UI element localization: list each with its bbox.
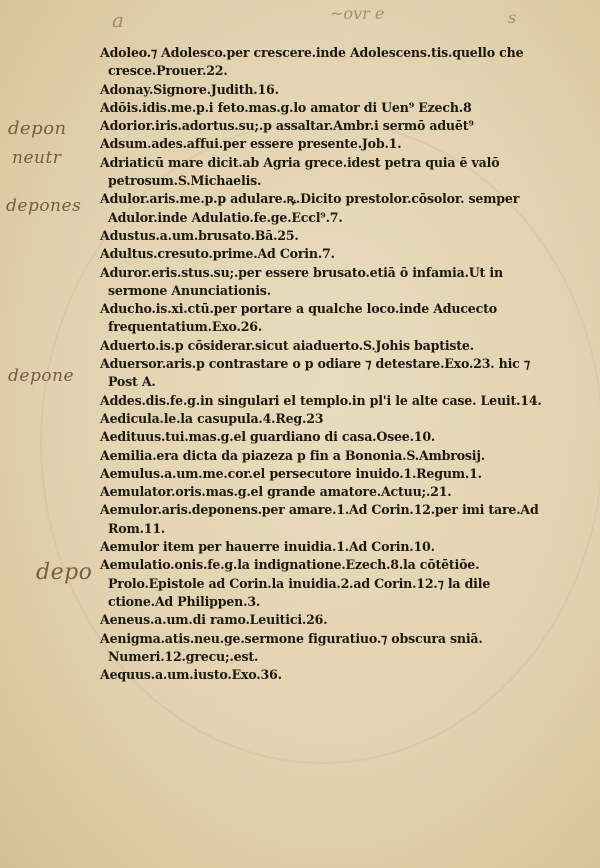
margin-note-3: depones [6,196,82,216]
entry-6: Adulor.aris.me.p.p adulare.ꝶ.Dicito prestolor.cōsolor. semper Adulor.inde Adulatio.fe.ge.Eccl⁹.7. [100,191,520,225]
entry-15: Aedituus.tui.mas.g.el guardiano di casa.Osee.10. [100,429,436,445]
entry-7: Adustus.a.um.brusato.Bā.25. [100,227,299,243]
entry-23: Aenigma.atis.neu.ge.sermone figuratiuo.⁊ obscura sniā. Numeri.12.grecu;.est. [100,630,483,664]
entry-4: Adsum.ades.affui.per essere presente.Job.1. [100,136,402,152]
entry-13: Addes.dis.fe.g.in singulari el templo.in pl'i le alte case. Leuit.14. [100,392,542,408]
entry-12: Aduersor.aris.p contrastare o p odiare ⁊ detestare.Exo.23. hic ⁊ Post A. [100,356,530,390]
dictionary-entries [100,44,550,684]
entry-8: Adultus.cresuto.prime.Ad Corin.7. [100,246,335,262]
entry-1: Adonay.Signore.Judith.16. [100,81,279,97]
entry-18: Aemulator.oris.mas.g.el grande amatore.Actuu;.21. [100,484,452,500]
entry-16: Aemilia.era dicta da piazeza p fin a Bononia.S.Ambrosij. [100,447,485,463]
entry-17: Aemulus.a.um.me.cor.el persecutore inuido.1.Regum.1. [100,465,482,481]
entry-21: Aemulatio.onis.fe.g.la indignatione.Ezech.8.la cōtētiōe. Prolo.Epistole ad Corin.la inuidia.2.ad Corin.12.⁊ la dile ctione.Ad Philippen.3. [100,557,491,609]
entry-11: Aduerto.is.p cōsiderar.sicut aiaduerto.S.Johis baptiste. [100,337,474,353]
entry-5: Adriaticū mare dicit.ab Agria grece.idest petra quia ē valō petrosum.S.Michaelis. [100,154,500,189]
entry-14: Aedicula.le.la casupula.4.Reg.23 [100,410,324,426]
top-right-mark: s [508,8,517,27]
entry-2: Adōis.idis.me.p.i feto.mas.g.lo amator di Uen⁹ Ezech.8 [100,99,472,115]
margin-note-5: depo [36,560,93,585]
entry-20: Aemulor item per hauerre inuidia.1.Ad Corin.10. [100,539,435,555]
top-left-mark: a [112,8,124,32]
entry-0: Adoleo.⁊ Adolesco.per crescere.inde Adolescens.tis.quello che cresce.Prouer.22. [100,45,524,79]
entry-24: Aequus.a.um.iusto.Exo.36. [100,667,282,683]
entry-10: Aducho.is.xi.ctū.per portare a qualche loco.inde Aducecto frequentatium.Exo.26. [100,301,497,335]
entry-19: Aemulor.aris.deponens.per amare.1.Ad Corin.12.per imi tare.Ad Rom.11. [100,502,539,536]
top-center-mark: ~ovr e [330,4,385,23]
margin-note-4: depone [8,366,75,386]
entry-22: Aeneus.a.um.di ramo.Leuitici.26. [100,612,328,628]
margin-note-2: neutr [12,148,62,168]
entry-3: Adorior.iris.adortus.su;.p assaltar.Ambr.i sermō aduēt⁹ [100,118,474,134]
margin-note-1: depon [8,118,67,139]
entry-9: Aduror.eris.stus.su;.per essere brusato.etiā ō infamia.Ut in sermone Anunciationis. [100,264,503,298]
